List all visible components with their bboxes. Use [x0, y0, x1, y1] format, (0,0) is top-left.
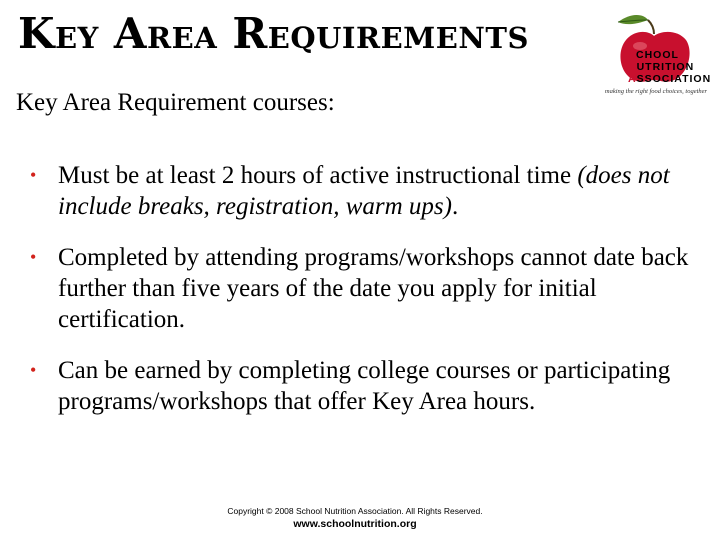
bullet-marker-icon: •: [30, 247, 37, 267]
bullet-item: [30, 355, 700, 417]
footer-copyright: Copyright © 2008 School Nutrition Association. All Rights Reserved.: [227, 506, 483, 516]
bullet-item: [30, 242, 700, 335]
bullet-list: [30, 160, 700, 437]
bullet-marker-icon: •: [30, 360, 37, 380]
bullet-item: [30, 160, 700, 222]
logo-line-school: SCHOOL: [628, 49, 679, 61]
bullet-text: Must be at least 2 hours of active instructional time: [58, 162, 578, 189]
logo-tagline: making the right food choices, together: [604, 88, 708, 95]
bullet-note: (does not include breaks, registration, warm ups): [58, 162, 670, 220]
bullet-text: Can be earned by completing college courses or participating programs/workshops that offer Key Area hours.: [58, 357, 671, 415]
bullet-text: Completed by attending programs/workshops cannot date back further than five years of the date you apply for initial certification.: [58, 244, 689, 333]
bullet-after: .: [451, 193, 459, 220]
footer-url-link[interactable]: www.schoolnutrition.org: [293, 518, 417, 530]
logo-line-nutrition: NUTRITION: [628, 61, 695, 73]
school-nutrition-association-logo: [604, 12, 712, 102]
slide-title: Key Area Requirements: [18, 9, 529, 58]
bullet-marker-icon: •: [30, 165, 37, 185]
logo-line-association: ASSOCIATION: [628, 73, 712, 85]
slide-subtitle: Key Area Requirement courses:: [16, 89, 335, 116]
